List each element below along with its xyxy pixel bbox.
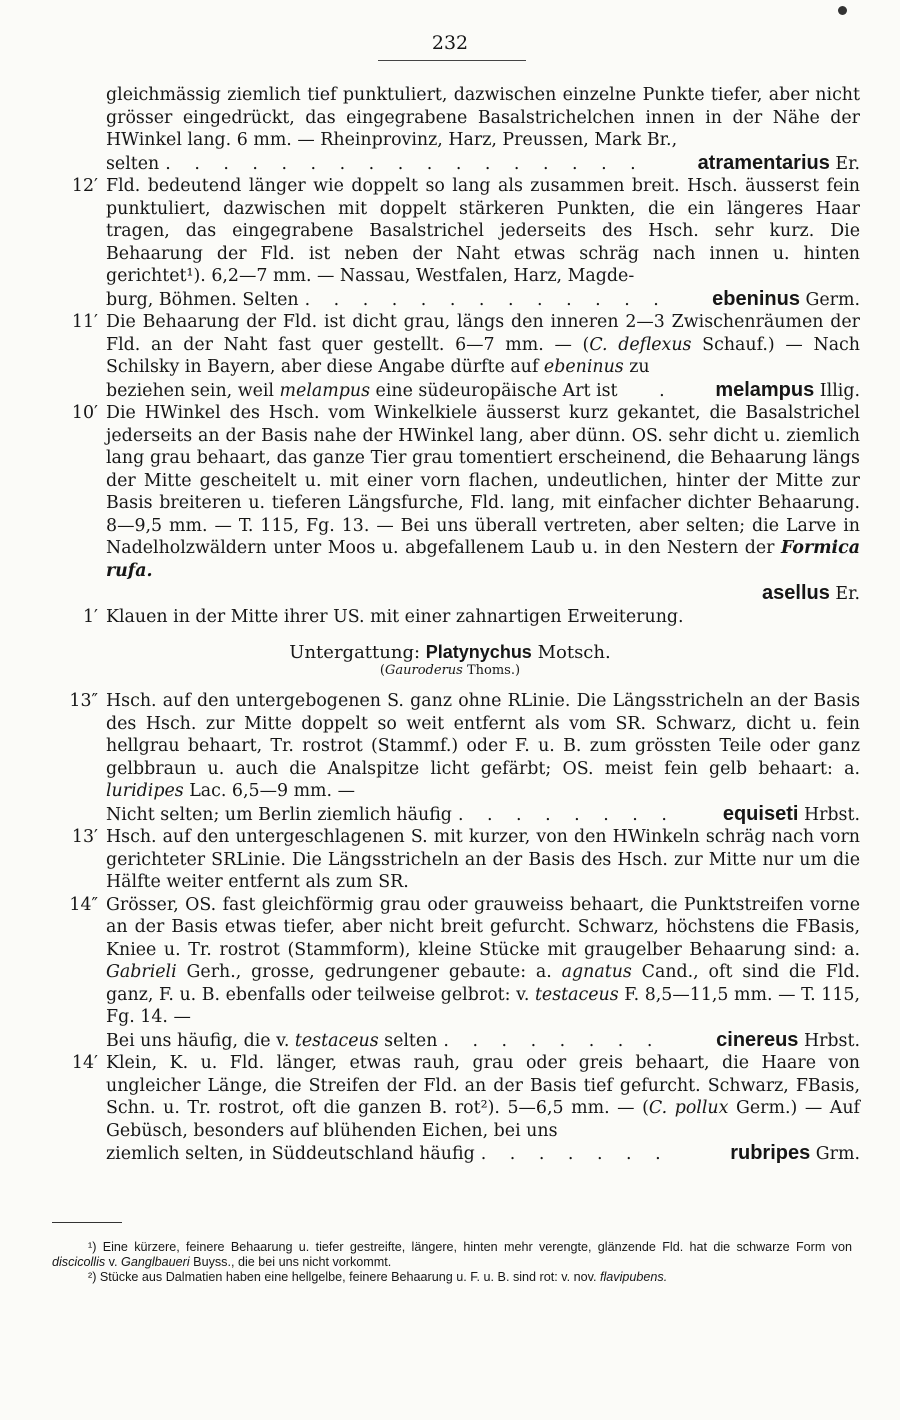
footnote-text: v.	[105, 1255, 122, 1269]
body-text	[0, 84, 900, 1166]
entry-lead: Nicht selten; um Berlin ziemlich häufig	[106, 804, 452, 825]
footnote-text: ²) Stücke aus Dalmatien haben eine hellgelbe, feinere Behaarung u. F. u. B. sind rot: v. nov.	[88, 1270, 600, 1284]
leader-dots: . . . . . . .	[480, 1144, 670, 1164]
species-name: ebeninus	[712, 287, 800, 310]
subgenus-author: Motsch.	[537, 642, 611, 663]
species-author: Grm.	[815, 1144, 860, 1164]
species-name: atramentarius	[697, 151, 830, 174]
entry-text: Klauen in der Mitte ihrer US. mit einer zahnartigen Erweiterung.	[106, 606, 684, 627]
species-line	[106, 152, 860, 176]
key-entry-13b	[0, 826, 900, 894]
species-line	[106, 379, 860, 403]
entry-lead: selten	[378, 1030, 438, 1051]
species-line	[106, 803, 860, 827]
variety-name: testaceus	[534, 984, 619, 1005]
entry-lead: burg, Böhmen. Selten	[106, 289, 299, 310]
key-entry-12	[0, 175, 900, 311]
couplet-number: 10′	[71, 403, 98, 423]
entry-lead: eine südeuropäische Art ist	[370, 380, 618, 401]
entry-text: gleichmässig ziemlich tief punktuliert, dazwischen einzelne Punkte tiefer, aber nicht grösser eingedrückt, das eingegrabene Basalstrichelchen innen in der Nähe der HWinkel lang. 6 mm. — Rheinprovinz, Harz, Preussen, Mark Br.,	[106, 85, 860, 150]
species-line	[106, 1142, 860, 1166]
species-name: melampus	[715, 378, 815, 401]
leader-dots: . . . . . . . .	[443, 1030, 662, 1051]
species-line	[106, 582, 860, 606]
couplet-number: 12′	[71, 176, 98, 196]
subgenus-heading	[0, 642, 900, 663]
subgenus-synonym: (Gauroderus Thoms.)	[379, 663, 521, 678]
entry-text: Gerh., grosse, gedrungener gebaute: a.	[176, 962, 562, 982]
key-entry-1	[0, 606, 900, 629]
species-author: Er.	[835, 584, 860, 604]
footnote-rule	[52, 1222, 122, 1223]
synonym-name: C. deflexus	[589, 334, 692, 355]
leader-dots: . . . . . . . . . . . . . . . . .	[165, 153, 645, 174]
subgenus-name: Platynychus	[425, 642, 532, 662]
entry-text: Fld. bedeutend länger wie doppelt so lang als zusammen breit. Hsch. äusserst fein punktuliert, dazwischen mit doppelt stärkeren Punkten, die ein längeres Haar tragen, das eingegrabene Basalstrichel jederseits des Hsch. sehr kurz. Die Behaarung der Fld. ist neben der Naht etwas schräg nach innen u. hinten gerichtet¹). 6,2—7 mm. — Nassau, Westfalen, Harz, Magde-	[106, 176, 860, 286]
species-reference: Formica rufa.	[106, 538, 860, 581]
entry-text: Die HWinkel des Hsch. vom Winkelkiele äusserst kurz gekantet, die Basalstrichel jederseits an der Basis nahe der HWinkel lang, aber dünn. OS. sehr dicht u. ziemlich lang grau behaart, das ganze Tier grau tomentiert erscheinend, die Behaarung längs der Mitte gescheitelt u. mit einer vorn flachen, undeutlichen, hinter der Mitte zur Basis breiteren u. tieferen Längsfurche, Fld. lang, mit einfacher dichter Behaarung. 8—9,5 mm. — T. 115, Fg. 13. — Bei uns überall vertreten, aber selten; die Larve in Nadelholzwäldern unter Moos u. abgefallenem Laub u. in den Nestern der	[106, 403, 860, 558]
entry-text: Grösser, OS. fast gleichförmig grau oder grauweiss behaart, die Punktstreifen vorne an der Basis etwas tiefer, aber nicht breit gefurcht. Schwarz, höchstens die FBasis, Kniee u. Tr. rostrot (Stammform), kleine Stücke mit graugelber Behaarung sind: a.	[106, 894, 860, 960]
couplet-number: 13″	[69, 691, 98, 711]
entry-text: F. 8,5—11,5 mm. — T. 115, Fg. 14. —	[106, 984, 860, 1027]
page-number: 232	[431, 32, 469, 54]
footnotes	[52, 1240, 852, 1285]
key-entry-10	[0, 402, 900, 606]
synonym-name: C. pollux	[648, 1098, 729, 1118]
entry-text: Cand., oft sind die Fld. ganz, F. u. B. ebenfalls oder teilweise gelbrot: v.	[106, 962, 860, 1005]
entry-text: Hsch. auf den untergeschlagenen S. mit kurzer, von den HWinkeln schräg nach vorn gerichteter SRLinie. Die Längsstricheln an der Basis des Hsch. zur Mitte nur um die Hälfte weiter entfernt als zum SR.	[106, 827, 860, 892]
footnote-text: ¹) Eine kürzere, feinere Behaarung u. tiefer gestreifte, längere, hinten mehr verengte, glänzende Fld. hat die schwarze Form von	[88, 1240, 852, 1254]
entry-lead: selten	[106, 153, 160, 174]
entry-text: Hsch. auf den untergebogenen S. ganz ohne RLinie. Die Längsstricheln an der Basis des Hsch. zur Mitte doppelt so weit entfernt als vom SR. Schwarz, dicht u. fein hellgrau behaart, Tr. rostrot (Stammf.) oder F. u. B. zum grössten Teile oder ganz gelbbraun u. auch die Analspitze licht gefärbt; OS. meist fein gelb behaart: a.	[106, 691, 860, 779]
species-author: Illig.	[819, 380, 860, 401]
key-entry-14b	[0, 1052, 900, 1166]
couplet-number: 1′	[82, 606, 98, 627]
synonym-author: Thoms.	[466, 663, 515, 678]
aberration-name: Gabrieli	[106, 962, 177, 982]
couplet-number: 14′	[71, 1053, 98, 1073]
footnote-text: Buyss., die bei uns nicht vorkommt.	[189, 1255, 392, 1269]
entry-text: zu	[623, 357, 650, 377]
entry-lead: beziehen sein, weil	[106, 380, 280, 401]
species-reference: melampus	[279, 380, 370, 401]
species-author: Hrbst.	[803, 1030, 860, 1051]
couplet-number: 14″	[69, 894, 98, 915]
entry-lead: Bei uns häufig, die v.	[106, 1030, 295, 1051]
species-author: Germ.	[805, 289, 860, 310]
leader-dots: . . . . . . . .	[457, 804, 676, 825]
species-name: rubripes	[730, 1142, 811, 1164]
key-entry-11	[0, 311, 900, 402]
species-name: equiseti	[722, 802, 799, 825]
key-entry-14a	[0, 894, 900, 1053]
footnote-1	[52, 1240, 852, 1270]
species-line	[106, 1029, 860, 1053]
entry-text: Schauf.) — Nach Schilsky in Bayern, aber diese Angabe dürfte auf	[106, 334, 860, 377]
leader-dots: . . . . . . . . . . . . .	[304, 289, 668, 310]
key-entry-13a	[0, 690, 900, 826]
footnote-2	[52, 1270, 852, 1285]
leader-dots: .	[659, 380, 674, 401]
entry-lead: ziemlich selten, in Süddeutschland häufig	[106, 1144, 475, 1164]
synonym-name: Gauroderus	[385, 663, 463, 678]
header-rule	[378, 60, 526, 61]
species-author: Er.	[835, 153, 860, 174]
synonym-name: luridipes	[106, 781, 184, 801]
species-name: cinereus	[716, 1028, 799, 1051]
variety-name: flavipubens.	[599, 1270, 668, 1284]
species-line	[106, 288, 860, 312]
variety-name: Ganglbaueri	[121, 1255, 190, 1269]
entry-text: Die Behaarung der Fld. ist dicht grau, längs den inneren 2—3 Zwischenräumen der Fld. an der Naht fast quer gestellt. 6—7 mm. — (	[106, 312, 860, 355]
variety-name: testaceus	[294, 1030, 379, 1051]
couplet-number: 11′	[71, 312, 98, 332]
key-entry-continued	[0, 84, 900, 175]
species-author: Hrbst.	[803, 804, 860, 825]
species-name: asellus	[762, 582, 830, 604]
species-reference: discicollis	[52, 1255, 106, 1269]
aberration-name: agnatus	[561, 962, 632, 982]
species-reference: ebeninus	[543, 357, 624, 377]
ink-spot	[838, 6, 847, 15]
entry-text: Lac. 6,5—9 mm. —	[183, 781, 355, 801]
entry-text: Germ.) — Auf Gebüsch, besonders auf blühenden Eichen, bei uns	[106, 1098, 860, 1141]
couplet-number: 13′	[71, 827, 98, 847]
subgenus-prefix: Untergattung:	[289, 642, 421, 663]
entry-text: Klein, K. u. Fld. länger, etwas rauh, grau oder greis behaart, die Haare von ungleicher Länge, die Streifen der Fld. an der Basis tief gefurcht. Schwarz, FBasis, Schn. u. Tr. rostrot, oft die ganzen B. rot²). 5—6,5 mm. — (	[106, 1053, 860, 1118]
